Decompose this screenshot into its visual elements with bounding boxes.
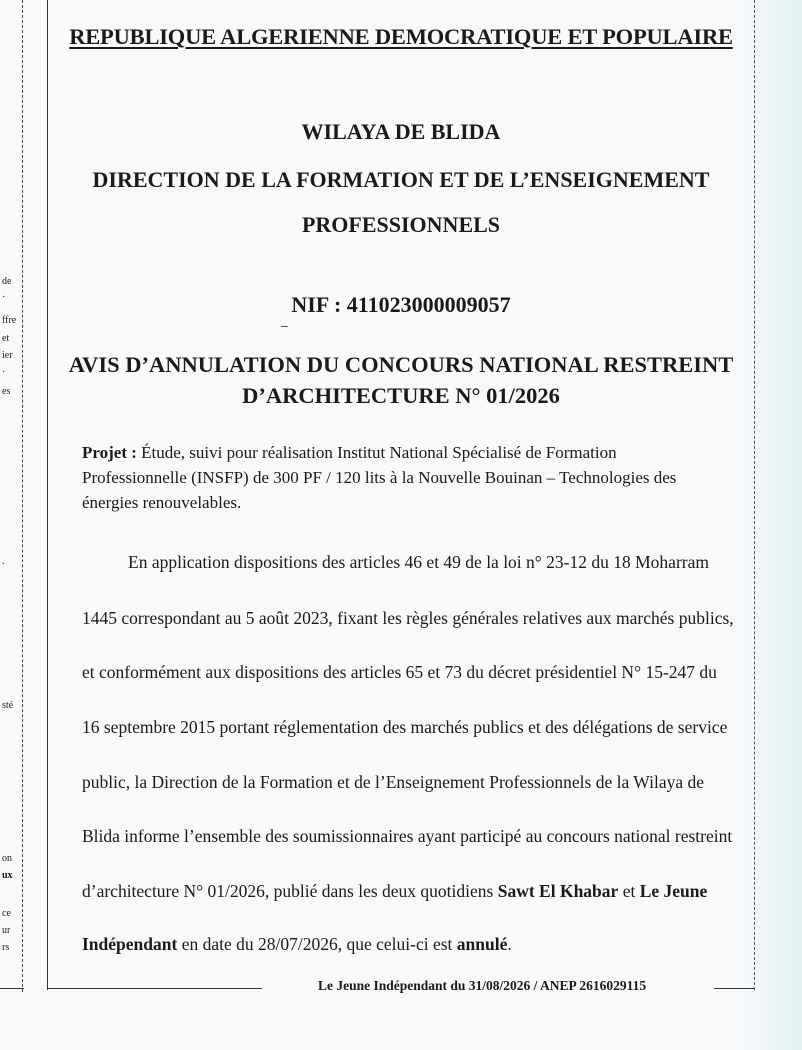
fragment: de <box>2 276 12 287</box>
fragment: ur <box>2 925 11 936</box>
fragment: et <box>2 333 10 344</box>
fragment: ce <box>2 908 11 919</box>
newspaper-name: Sawt El Khabar <box>497 881 619 901</box>
body-line: En application dispositions des articles 46 et 49 de la loi n° 23-12 du 18 Moharram <box>128 552 709 572</box>
column-divider-bottom <box>0 988 24 989</box>
body-line: 16 septembre 2015 portant réglementation des marchés publics et des délégations de service <box>82 717 728 737</box>
body-line <box>82 881 707 902</box>
body-text: en date du 28/07/2026, que celui-ci est <box>177 934 457 954</box>
fragment: ffre <box>2 315 17 326</box>
fragment: · <box>2 367 6 378</box>
notice-frame-right <box>754 0 755 990</box>
notice-frame-bottom <box>714 988 754 989</box>
fragment: es <box>2 386 11 397</box>
notice-title-line1: AVIS D’ANNULATION DU CONCOURS NATIONAL RESTREINT <box>68 352 734 377</box>
column-divider <box>22 0 23 992</box>
body-line: Blida informe l’ensemble des soumissionnaires ayant participé au concours national restreint <box>82 826 733 846</box>
project-label: Projet : <box>82 443 137 462</box>
wilaya-heading: WILAYA DE BLIDA <box>301 119 501 144</box>
body-text: d’architecture N° 01/2026, publié dans les deux quotidiens <box>82 881 498 901</box>
body-text: et <box>618 881 640 901</box>
newspaper-name: Indépendant <box>82 934 178 954</box>
direction-heading-line2: PROFESSIONNELS <box>301 212 501 237</box>
fragment: rs <box>2 942 10 953</box>
scan-mark <box>281 326 288 327</box>
project-description <box>82 440 722 515</box>
publication-credit: Le Jeune Indépendant du 31/08/2026 / ANEP 2616029115 <box>318 978 647 993</box>
fragment: on <box>2 853 12 864</box>
notice-title-line2: D’ARCHITECTURE N° 01/2026 <box>242 383 560 408</box>
notice-frame-bottom <box>47 988 262 989</box>
body-line <box>82 934 512 955</box>
fragment: · <box>2 292 6 303</box>
republic-heading: REPUBLIQUE ALGERIENNE DEMOCRATIQUE ET POPULAIRE <box>69 24 733 49</box>
fragment: ux <box>2 870 13 881</box>
scan-tint <box>742 0 802 1050</box>
fragment: . <box>2 556 5 567</box>
fragment: sté <box>2 700 14 711</box>
body-text: . <box>507 934 512 954</box>
cancellation-status: annulé <box>456 934 508 954</box>
body-line: public, la Direction de la Formation et de l’Enseignement Professionnels de la Wilaya de <box>82 772 704 792</box>
project-text: Étude, suivi pour réalisation Institut National Spécialisé de Formation Professionnelle (INSFP) de 300 PF / 120 lits à la Nouvelle Bouinan – Technologies des énergies renouvelables. <box>82 443 677 512</box>
fragment: ier <box>2 350 13 361</box>
body-line: et conformément aux dispositions des articles 65 et 73 du décret présidentiel N° 15-247 du <box>82 662 717 682</box>
newspaper-name: Le Jeune <box>639 881 708 901</box>
notice-frame-left <box>47 0 48 990</box>
direction-heading-line1: DIRECTION DE LA FORMATION ET DE L’ENSEIGNEMENT <box>92 167 710 192</box>
nif-number: NIF : 411023000009057 <box>291 292 511 317</box>
adjacent-column-fragments <box>0 0 24 990</box>
body-line: 1445 correspondant au 5 août 2023, fixant les règles générales relatives aux marchés publics, <box>82 608 734 628</box>
